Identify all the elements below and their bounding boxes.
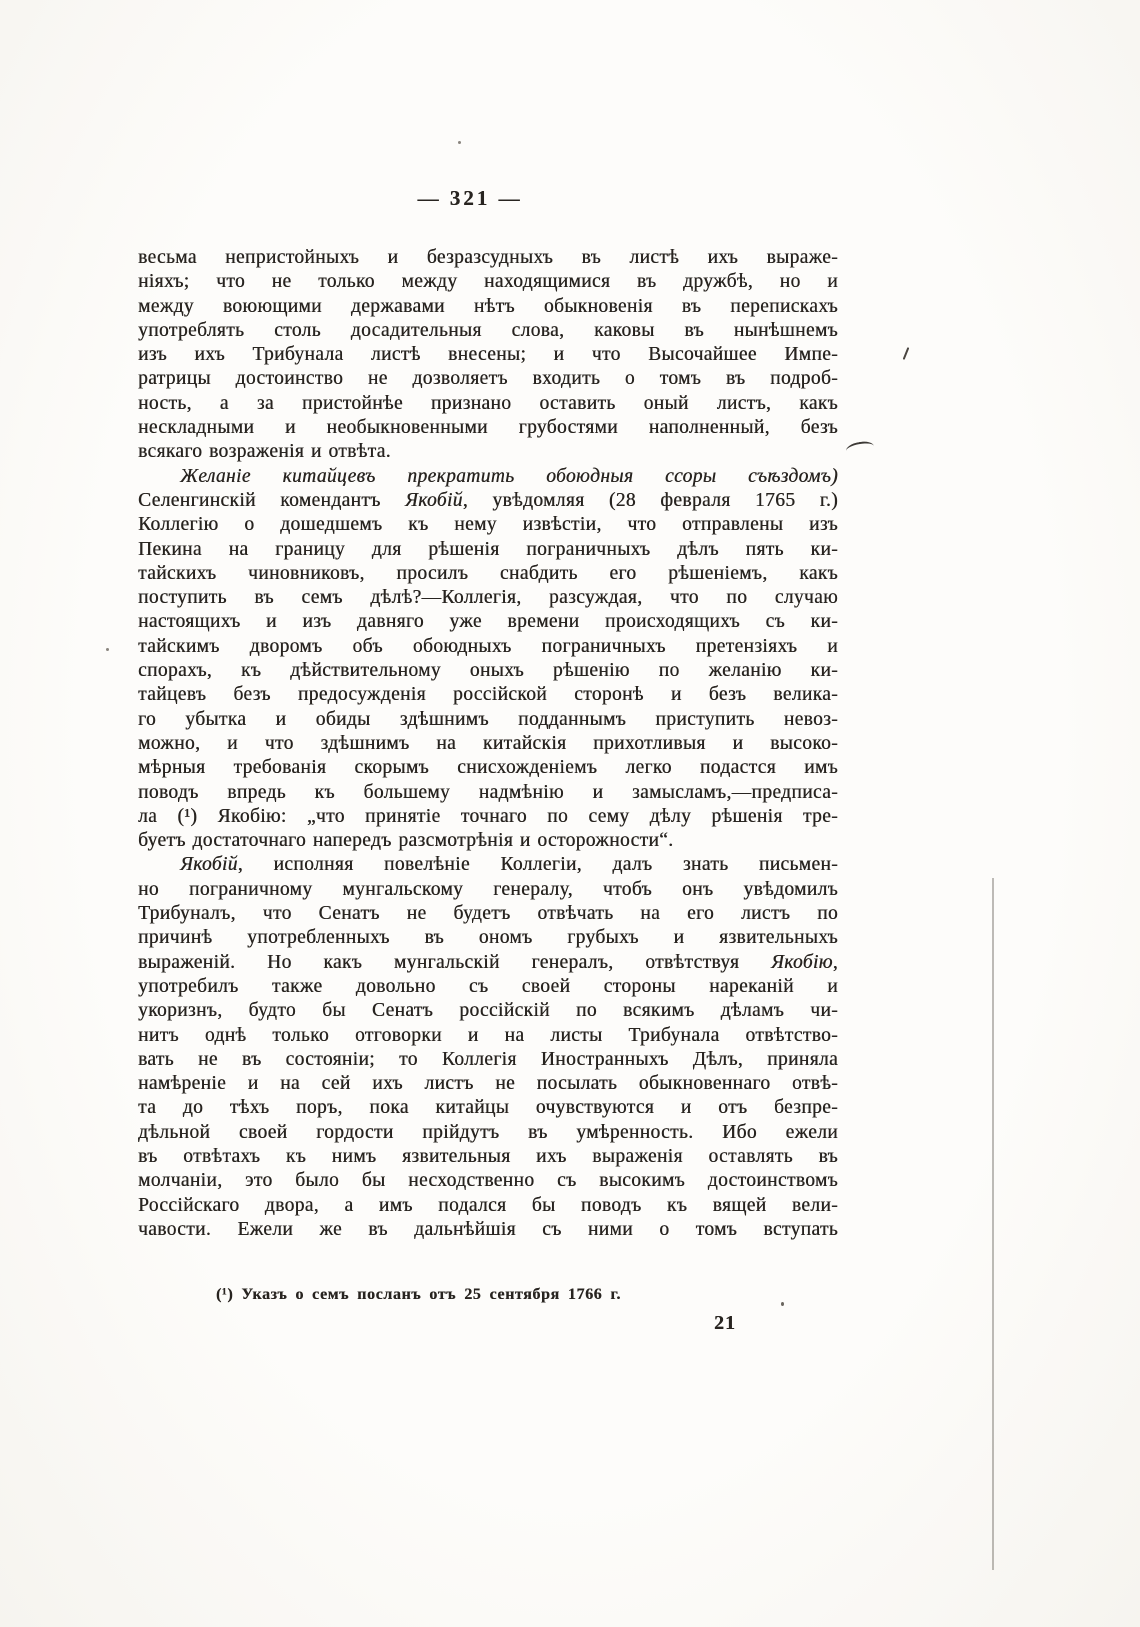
text-line: [138, 1121, 838, 1145]
text-line: [138, 902, 838, 926]
text-run: нитъ однѣ только отговорки и на листы Трибунала отвѣтство-: [138, 1024, 838, 1046]
text-run: между воюющими державами нѣтъ обыкновенія въ перепискахъ: [138, 295, 838, 317]
text-run: , увѣдомляя (28 февраля 1765 г.): [462, 489, 838, 511]
text-line: [138, 367, 838, 391]
text-run: выраженій. Но какъ мунгальскій генералъ, отвѣтствуя: [138, 951, 771, 973]
text-line: [138, 1194, 838, 1218]
text-run: изъ ихъ Трибунала листѣ внесены; и что Высочайшее Импе-: [138, 344, 838, 366]
text-line: [138, 295, 838, 319]
text-line: [138, 805, 838, 829]
text-block: [138, 246, 838, 1242]
text-run: спорахъ, къ дѣйствительному оныхъ рѣшенію по желанію ки-: [138, 660, 838, 682]
text-run: , исполняя повелѣніе Коллегіи, далъ знать письмен-: [237, 854, 838, 876]
text-line: [138, 635, 838, 659]
italic-run: Якобію: [771, 951, 833, 973]
scan-artifact: [106, 648, 109, 651]
text-line: [138, 732, 838, 756]
text-line: [138, 416, 838, 440]
text-line: [138, 270, 838, 294]
text-run: ,: [832, 951, 838, 973]
text-run: въ отвѣтахъ къ нимъ язвительныя ихъ выраженія оставлять въ: [138, 1145, 838, 1167]
text-run: дѣльной своей гордости прійдутъ въ умѣренность. Ибо ежели: [138, 1121, 838, 1143]
text-run: вать не въ состояніи; то Коллегія Иностранныхъ Дѣлъ, приняла: [138, 1048, 838, 1070]
text-line: [138, 1169, 838, 1193]
text-run: употребилъ также довольно съ своей стороны нареканій и: [138, 975, 838, 997]
text-run: весьма непристойныхъ и безразсудныхъ въ листѣ ихъ выраже-: [138, 247, 838, 268]
text-line: [138, 513, 838, 537]
text-run: можно, и что здѣшнимъ на китайскія прихотливыя и высоко-: [138, 732, 838, 754]
text-line: [138, 392, 838, 416]
text-run: нескладными и необыкновенными грубостями наполненный, безъ: [138, 417, 838, 439]
text-run: мѣрныя требованія скорымъ снисхожденіемъ легко подастся имъ: [138, 757, 838, 779]
text-line: [138, 683, 838, 707]
text-line: [138, 926, 838, 950]
scan-artifact: [992, 878, 994, 1570]
text-run: намѣреніе и на сей ихъ листъ не посылать обыкновеннаго отвѣ-: [138, 1073, 838, 1095]
text-line: [138, 781, 838, 805]
text-run: всякаго возраженія и отвѣта.: [138, 441, 391, 463]
page-number: — 321 —: [417, 186, 523, 210]
italic-run: Желаніе китайцевъ прекратить обоюдныя ссоры съѣздомъ): [180, 465, 838, 487]
text-line: [138, 659, 838, 683]
text-run: Коллегію о дошедшемъ къ нему извѣстіи, что отправлены изъ: [138, 514, 838, 536]
text-run: тайцевъ безъ предосужденія россійской сторонѣ и безъ велика-: [138, 684, 838, 706]
text-run: ратрицы достоинство не дозволяетъ входить о томъ въ подроб-: [138, 368, 838, 390]
text-line: [138, 975, 838, 999]
text-run: но пограничному мунгальскому генералу, чтобъ онъ увѣдомилъ: [138, 878, 838, 900]
text-line: [138, 829, 838, 853]
text-run: чавости. Ежели же въ дальнѣйшія съ ними о томъ вступать: [138, 1218, 838, 1240]
text-line: [138, 319, 838, 343]
text-run: молчаніи, это было бы несходственно съ высокимъ достоинствомъ: [138, 1170, 838, 1192]
text-line: [138, 853, 838, 877]
text-run: поступить въ семъ дѣлѣ?—Коллегія, разсуждая, что по случаю: [138, 587, 838, 609]
text-line: [138, 756, 838, 780]
text-line: [138, 999, 838, 1023]
text-run: тайскимъ дворомъ объ обоюдныхъ пограничныхъ претензіяхъ и: [138, 635, 838, 657]
scan-artifact: [845, 440, 875, 458]
text-line: [138, 465, 838, 489]
text-line: [138, 343, 838, 367]
text-line: [138, 1218, 838, 1242]
text-run: Пекина на границу для рѣшенія пограничныхъ дѣлъ пять ки-: [138, 538, 838, 560]
text-run: ніяхъ; что не только между находящимися въ дружбѣ, но и: [138, 271, 838, 293]
text-line: [138, 586, 838, 610]
text-line: [138, 538, 838, 562]
text-line: [138, 489, 838, 513]
text-run: поводъ впредь къ большему надмѣнію и замысламъ,—предписа-: [138, 781, 838, 803]
text-line: [138, 1145, 838, 1169]
text-line: [138, 562, 838, 586]
text-line: [138, 1024, 838, 1048]
text-run: Трибуналъ, что Сенатъ не будетъ отвѣчать на его листъ по: [138, 903, 838, 925]
text-run: настоящихъ и изъ давняго уже времени происходящихъ съ ки-: [138, 611, 838, 633]
text-line: [138, 1048, 838, 1072]
text-line: [138, 951, 838, 975]
text-run: причинѣ употребленныхъ въ ономъ грубыхъ и язвительныхъ: [138, 927, 838, 949]
text-line: [138, 610, 838, 634]
italic-run: Якобій: [405, 489, 463, 511]
scan-artifact: [458, 141, 461, 144]
text-line: [138, 440, 838, 464]
italic-run: Якобій: [180, 854, 238, 876]
signature-mark: 21: [714, 1312, 736, 1334]
text-line: [138, 1096, 838, 1120]
text-run: Селенгинскій комендантъ: [138, 489, 406, 511]
text-run: го убытка и обиды здѣшнимъ подданнымъ приступить невоз-: [138, 708, 838, 730]
text-run: Россійскаго двора, а имъ подался бы поводъ къ вящей вели-: [138, 1194, 838, 1216]
footnote: (¹) Указъ о семъ посланъ отъ 25 сентября 1766 г.: [216, 1286, 622, 1303]
scan-artifact: [903, 347, 910, 360]
text-run: ла (¹) Якобію: „что принятіе точнаго по сему дѣлу рѣшенія тре-: [138, 805, 838, 827]
text-line: [138, 878, 838, 902]
scan-artifact: [781, 1302, 784, 1306]
text-line: [138, 708, 838, 732]
text-run: ность, а за пристойнѣе признано оставить оный листъ, какъ: [138, 392, 838, 414]
text-run: буетъ достаточнаго напередъ разсмотрѣнія и осторожности“.: [138, 830, 674, 852]
text-line: [138, 246, 838, 270]
text-run: употреблять столь досадительныя слова, каковы въ нынѣшнемъ: [138, 319, 838, 341]
text-run: укоризнъ, будто бы Сенатъ россійскій по всякимъ дѣламъ чи-: [138, 1000, 838, 1022]
text-run: тайскихъ чиновниковъ, просилъ снабдить его рѣшеніемъ, какъ: [138, 562, 838, 584]
text-line: [138, 1072, 838, 1096]
text-run: та до тѣхъ поръ, пока китайцы очувствуются и отъ безпре-: [138, 1097, 838, 1119]
